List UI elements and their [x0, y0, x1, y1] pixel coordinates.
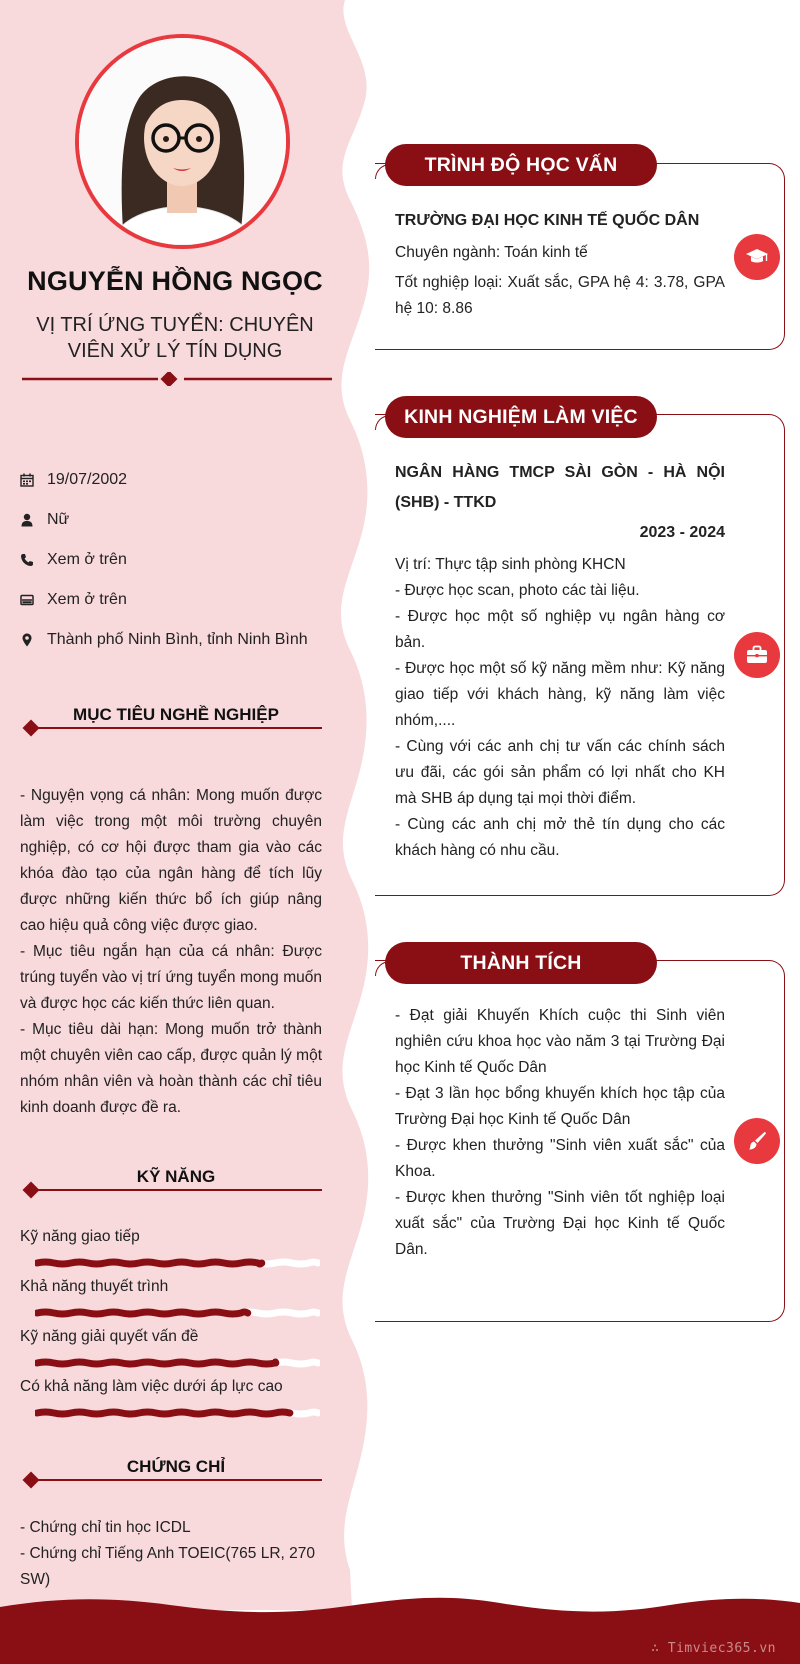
calendar-icon — [20, 473, 34, 487]
skill-level-bar — [35, 1257, 320, 1269]
gender-value: Nữ — [47, 511, 70, 528]
phone-item — [20, 540, 330, 580]
objective-line: - Nguyện vọng cá nhân: Mong muốn được làm việc trong một môi trường chuyên nghiệp, có cơ hội được tham gia vào các khóa đào tạo của ngân hàng để tích lũy được những kiến thức bổ ích giúp nâng cao hiệu quả công việc được giao. — [20, 787, 322, 934]
objective-text — [20, 783, 322, 1121]
address-value: Thành phố Ninh Bình, tỉnh Ninh Bình — [47, 631, 308, 648]
duty-line: - Cùng các anh chị mở thẻ tín dụng cho các khách hàng có nhu cầu. — [395, 816, 725, 859]
education-body — [395, 208, 725, 322]
skills-list — [20, 1225, 322, 1425]
heading-rule — [30, 1189, 322, 1191]
education-major: Chuyên ngành: Toán kinh tế — [395, 244, 588, 261]
skill-name: Kỹ năng giao tiếp — [20, 1228, 140, 1245]
objective-line: - Mục tiêu ngắn hạn của cá nhân: Được trúng tuyển vào vị trí ứng tuyển mong muốn và được học các kiến thức liên quan. — [20, 943, 322, 1012]
duty-line: - Được học scan, photo các tài liệu. — [395, 582, 640, 599]
skill-item — [20, 1375, 322, 1425]
skill-bar-fill — [37, 1362, 276, 1364]
watermark: ∴ Timviec365.vn — [651, 1641, 776, 1656]
achievement-line: - Được khen thưởng "Sinh viên tốt nghiệp loại xuất sắc" của Trường Đại học Kinh tế Quốc Dân. — [395, 1189, 725, 1258]
phone-value: Xem ở trên — [47, 551, 127, 568]
education-grade: Tốt nghiệp loại: Xuất sắc, GPA hệ 4: 3.78, GPA hệ 10: 8.86 — [395, 274, 725, 317]
skill-item — [20, 1225, 322, 1275]
phone-icon — [20, 553, 34, 567]
certificate-line: - Chứng chỉ Tiếng Anh TOEIC(765 LR, 270 SW) — [20, 1545, 315, 1588]
candidate-name: NGUYỄN HỒNG NGỌC — [27, 266, 323, 296]
duty-line: - Được học một số kỹ năng mềm như: Kỹ năng giao tiếp với khách hàng, kỹ năng làm việc nhóm,.... — [395, 660, 725, 729]
achievements-body — [395, 1003, 725, 1263]
heading-rule — [30, 727, 322, 729]
certificates-heading-label: CHỨNG CHỈ — [126, 1457, 226, 1476]
skill-name: Khả năng thuyết trình — [20, 1278, 169, 1295]
achievement-line: - Đạt 3 lần học bổng khuyến khích học tập của Trường Đại học Kinh tế Quốc Dân — [395, 1085, 725, 1128]
skill-item — [20, 1275, 322, 1325]
skill-name: Có khả năng làm việc dưới áp lực cao — [20, 1378, 283, 1395]
objective-heading-label: MỤC TIÊU NGHỀ NGHIỆP — [73, 705, 279, 724]
skills-heading-label: KỸ NĂNG — [136, 1167, 216, 1186]
email-item — [20, 580, 330, 620]
birthday-item — [20, 460, 330, 500]
contact-info — [20, 460, 330, 660]
certificate-line: - Chứng chỉ tin học ICDL — [20, 1519, 191, 1536]
achievements-heading: THÀNH TÍCH — [385, 942, 657, 984]
email-value: Xem ở trên — [47, 591, 127, 608]
skill-level-bar — [35, 1307, 320, 1319]
school-name: TRƯỜNG ĐẠI HỌC KINH TẾ QUỐC DÂN — [395, 212, 700, 229]
skill-level-bar — [35, 1407, 320, 1419]
work-role: Vị trí: Thực tập sinh phòng KHCN — [395, 556, 626, 573]
skill-bar-fill — [37, 1262, 262, 1264]
skills-heading — [20, 1165, 322, 1195]
skill-level-bar — [35, 1357, 320, 1369]
experience-heading: KINH NGHIỆM LÀM VIỆC — [385, 396, 657, 438]
objective-line: - Mục tiêu dài hạn: Mong muốn trở thành một chuyên viên cao cấp, được quản lý một nhóm nhân viên và hoàn thành các chỉ tiêu kinh doanh được đề ra. — [20, 1021, 322, 1116]
skill-bar-fill — [37, 1412, 290, 1414]
gender-item — [20, 500, 330, 540]
skill-bar-fill — [37, 1312, 248, 1314]
company-name: NGÂN HÀNG TMCP SÀI GÒN - HÀ NỘI (SHB) - TTKD — [395, 464, 725, 511]
education-heading: TRÌNH ĐỘ HỌC VẤN — [385, 144, 657, 186]
applied-position: VỊ TRÍ ỨNG TUYỂN: CHUYÊN VIÊN XỬ LÝ TÍN DỤNG — [36, 314, 314, 362]
skill-item — [20, 1325, 322, 1375]
briefcase-icon — [734, 632, 780, 678]
achievement-line: - Được khen thưởng "Sinh viên xuất sắc" của Khoa. — [395, 1137, 725, 1180]
certificates-heading — [20, 1455, 322, 1485]
duty-line: - Được học một số nghiệp vụ ngân hàng cơ bản. — [395, 608, 725, 651]
address-item — [20, 620, 330, 660]
skill-name: Kỹ năng giải quyết vấn đề — [20, 1328, 199, 1345]
work-period: 2023 - 2024 — [639, 524, 725, 541]
experience-body — [395, 458, 725, 864]
profile-photo — [75, 34, 290, 249]
objective-heading — [20, 703, 322, 733]
duty-line: - Cùng với các anh chị tư vấn các chính sách ưu đãi, các gói sản phẩm có lợi nhất cho KH mà SHB áp dụng tại mọi thời điểm. — [395, 738, 725, 807]
user-icon — [20, 513, 34, 527]
heading-rule — [30, 1479, 322, 1481]
title-divider — [22, 372, 332, 386]
graduation-cap-icon — [734, 234, 780, 280]
birthday-value: 19/07/2002 — [47, 471, 128, 488]
achievement-line: - Đạt giải Khuyến Khích cuộc thi Sinh viên nghiên cứu khoa học vào năm 3 tại Trường Đại học Kinh tế Quốc Dân — [395, 1007, 725, 1076]
certificates-list — [20, 1515, 322, 1593]
map-pin-icon — [20, 633, 34, 647]
paintbrush-icon — [734, 1118, 780, 1164]
envelope-icon — [20, 593, 34, 607]
